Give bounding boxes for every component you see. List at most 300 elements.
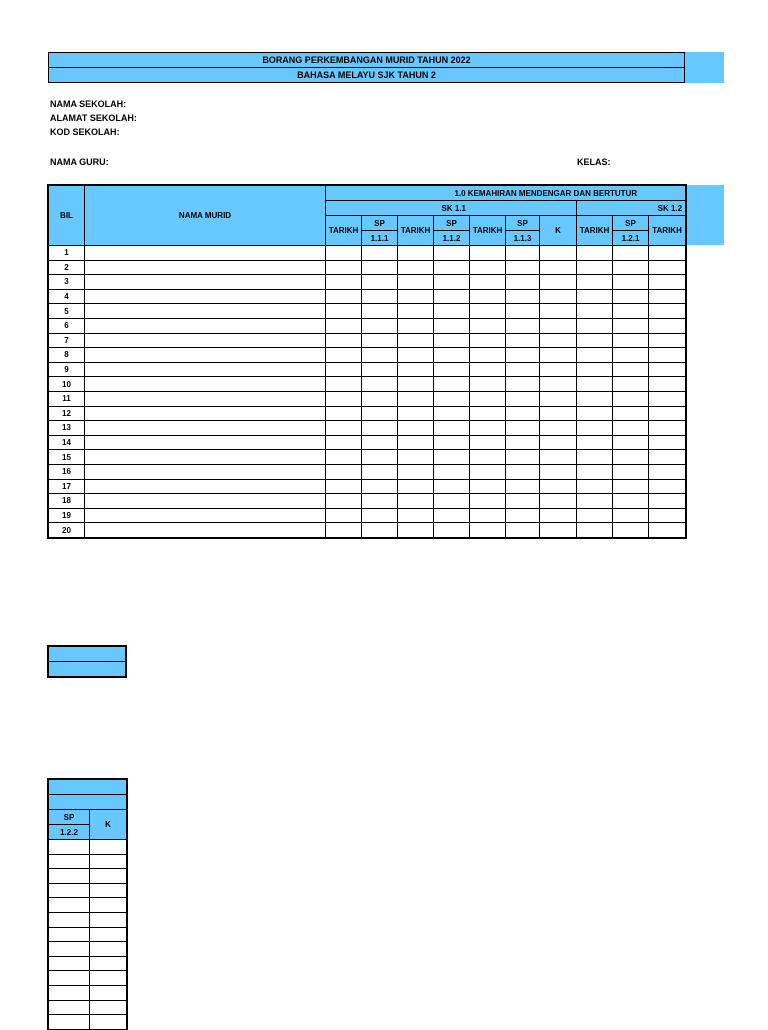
entry-cell[interactable]: [506, 348, 540, 363]
entry-cell[interactable]: [434, 421, 470, 436]
student-name-cell[interactable]: [85, 523, 326, 538]
entry-cell[interactable]: [90, 985, 127, 1000]
entry-cell[interactable]: [326, 435, 362, 450]
student-name-cell[interactable]: [85, 421, 326, 436]
entry-cell[interactable]: [362, 260, 398, 275]
entry-cell[interactable]: [90, 971, 127, 986]
entry-cell[interactable]: [49, 854, 90, 869]
col-sp-label: SP: [362, 216, 398, 231]
entry-cell[interactable]: [362, 421, 398, 436]
entry-cell[interactable]: [506, 508, 540, 523]
entry-cell[interactable]: [649, 318, 686, 333]
table-row: [49, 508, 686, 523]
table-row: [49, 971, 127, 986]
student-name-cell[interactable]: [85, 362, 326, 377]
entry-cell[interactable]: [90, 912, 127, 927]
entry-cell[interactable]: [577, 464, 613, 479]
entry-cell[interactable]: [613, 246, 649, 261]
entry-cell[interactable]: [362, 275, 398, 290]
table-row: [49, 1000, 127, 1015]
continuation-table: [48, 779, 127, 1030]
entry-cell[interactable]: [434, 348, 470, 363]
entry-cell[interactable]: [613, 435, 649, 450]
entry-cell[interactable]: [613, 508, 649, 523]
entry-cell[interactable]: [362, 304, 398, 319]
entry-cell[interactable]: [326, 421, 362, 436]
entry-cell[interactable]: [434, 508, 470, 523]
student-name-cell[interactable]: [85, 494, 326, 509]
entry-cell[interactable]: [506, 450, 540, 465]
entry-cell[interactable]: [398, 508, 434, 523]
blank-header-cell: [49, 662, 126, 677]
entry-cell[interactable]: [470, 246, 506, 261]
entry-cell[interactable]: [506, 289, 540, 304]
student-name-cell[interactable]: [85, 260, 326, 275]
header-overflow-fill: [685, 185, 724, 245]
student-name-cell[interactable]: [85, 304, 326, 319]
entry-cell[interactable]: [326, 523, 362, 538]
entry-cell[interactable]: [398, 275, 434, 290]
entry-cell[interactable]: [649, 435, 686, 450]
entry-cell[interactable]: [362, 333, 398, 348]
entry-cell[interactable]: [649, 523, 686, 538]
table-row: [49, 898, 127, 913]
table-row: [49, 260, 686, 275]
student-name-cell[interactable]: [85, 450, 326, 465]
entry-cell[interactable]: [649, 275, 686, 290]
entry-cell[interactable]: [577, 523, 613, 538]
entry-cell[interactable]: [362, 494, 398, 509]
entry-cell[interactable]: [398, 333, 434, 348]
row-number: 9: [49, 362, 85, 377]
col-sp-label: SP: [613, 216, 649, 231]
table-row: [49, 942, 127, 957]
student-name-cell[interactable]: [85, 275, 326, 290]
entry-cell[interactable]: [49, 912, 90, 927]
entry-cell[interactable]: [506, 464, 540, 479]
entry-cell[interactable]: [470, 479, 506, 494]
student-name-cell[interactable]: [85, 479, 326, 494]
entry-cell[interactable]: [506, 304, 540, 319]
table-row: [49, 956, 127, 971]
entry-cell[interactable]: [362, 523, 398, 538]
col-tarikh: TARIKH: [470, 216, 506, 246]
table-row: [49, 275, 686, 290]
entry-cell[interactable]: [649, 421, 686, 436]
entry-cell[interactable]: [506, 377, 540, 392]
student-name-cell[interactable]: [85, 464, 326, 479]
entry-cell[interactable]: [398, 464, 434, 479]
entry-cell[interactable]: [326, 406, 362, 421]
school-code-label: KOD SEKOLAH:: [50, 127, 120, 137]
student-name-cell[interactable]: [85, 377, 326, 392]
entry-cell[interactable]: [649, 289, 686, 304]
entry-cell[interactable]: [398, 318, 434, 333]
entry-cell[interactable]: [398, 377, 434, 392]
entry-cell[interactable]: [470, 304, 506, 319]
entry-cell[interactable]: [506, 406, 540, 421]
entry-cell[interactable]: [577, 377, 613, 392]
entry-cell[interactable]: [577, 304, 613, 319]
entry-cell[interactable]: [540, 275, 577, 290]
entry-cell[interactable]: [49, 956, 90, 971]
entry-cell[interactable]: [90, 854, 127, 869]
entry-cell[interactable]: [90, 840, 127, 855]
entry-cell[interactable]: [362, 391, 398, 406]
entry-cell[interactable]: [362, 508, 398, 523]
entry-cell[interactable]: [434, 275, 470, 290]
entry-cell[interactable]: [398, 406, 434, 421]
entry-cell[interactable]: [434, 333, 470, 348]
entry-cell[interactable]: [613, 523, 649, 538]
entry-cell[interactable]: [49, 1000, 90, 1015]
entry-cell[interactable]: [362, 435, 398, 450]
entry-cell[interactable]: [506, 479, 540, 494]
entry-cell[interactable]: [470, 494, 506, 509]
group-title: 1.0 KEMAHIRAN MENDENGAR DAN BERTUTUR: [326, 186, 686, 201]
entry-cell[interactable]: [577, 450, 613, 465]
table-row: [49, 421, 686, 436]
entry-cell[interactable]: [577, 421, 613, 436]
student-name-cell[interactable]: [85, 435, 326, 450]
entry-cell[interactable]: [90, 1000, 127, 1015]
entry-cell[interactable]: [470, 391, 506, 406]
entry-cell[interactable]: [326, 333, 362, 348]
entry-cell[interactable]: [398, 348, 434, 363]
entry-cell[interactable]: [577, 494, 613, 509]
entry-cell[interactable]: [326, 304, 362, 319]
entry-cell[interactable]: [577, 318, 613, 333]
form-subtitle: BAHASA MELAYU SJK TAHUN 2: [48, 67, 685, 83]
col-sp-label: SP: [506, 216, 540, 231]
student-name-cell[interactable]: [85, 318, 326, 333]
entry-cell[interactable]: [613, 362, 649, 377]
entry-cell[interactable]: [434, 435, 470, 450]
entry-cell[interactable]: [577, 289, 613, 304]
entry-cell[interactable]: [434, 523, 470, 538]
entry-cell[interactable]: [577, 479, 613, 494]
table-row: [49, 435, 686, 450]
entry-cell[interactable]: [362, 450, 398, 465]
entry-cell[interactable]: [613, 333, 649, 348]
blank-header-cell: [49, 647, 126, 662]
entry-cell[interactable]: [470, 523, 506, 538]
entry-cell[interactable]: [434, 304, 470, 319]
entry-cell[interactable]: [362, 318, 398, 333]
entry-cell[interactable]: [49, 927, 90, 942]
entry-cell[interactable]: [649, 377, 686, 392]
entry-cell[interactable]: [90, 883, 127, 898]
row-number: 6: [49, 318, 85, 333]
student-name-cell[interactable]: [85, 508, 326, 523]
col-sp-label: SP: [49, 810, 90, 825]
entry-cell[interactable]: [362, 246, 398, 261]
entry-cell[interactable]: [434, 479, 470, 494]
entry-cell[interactable]: [540, 450, 577, 465]
entry-cell[interactable]: [540, 377, 577, 392]
entry-cell[interactable]: [506, 246, 540, 261]
entry-cell[interactable]: [326, 260, 362, 275]
entry-cell[interactable]: [540, 494, 577, 509]
col-sp-label: SP: [434, 216, 470, 231]
entry-cell[interactable]: [613, 494, 649, 509]
row-number: 14: [49, 435, 85, 450]
entry-cell[interactable]: [49, 898, 90, 913]
entry-cell[interactable]: [613, 260, 649, 275]
entry-cell[interactable]: [362, 362, 398, 377]
entry-cell[interactable]: [326, 464, 362, 479]
entry-cell[interactable]: [540, 304, 577, 319]
entry-cell[interactable]: [613, 377, 649, 392]
entry-cell[interactable]: [434, 362, 470, 377]
entry-cell[interactable]: [613, 318, 649, 333]
entry-cell[interactable]: [506, 494, 540, 509]
entry-cell[interactable]: [649, 406, 686, 421]
entry-cell[interactable]: [470, 333, 506, 348]
entry-cell[interactable]: [470, 275, 506, 290]
table-row: [49, 1015, 127, 1030]
entry-cell[interactable]: [49, 883, 90, 898]
entry-cell[interactable]: [398, 494, 434, 509]
entry-cell[interactable]: [470, 450, 506, 465]
entry-cell[interactable]: [326, 318, 362, 333]
entry-cell[interactable]: [49, 869, 90, 884]
entry-cell[interactable]: [90, 869, 127, 884]
entry-cell[interactable]: [326, 289, 362, 304]
table-row: [49, 523, 686, 538]
entry-cell[interactable]: [577, 246, 613, 261]
entry-cell[interactable]: [326, 348, 362, 363]
student-name-cell[interactable]: [85, 348, 326, 363]
col-tarikh: TARIKH: [326, 216, 362, 246]
continuation-header-cell: [49, 795, 127, 810]
entry-cell[interactable]: [434, 289, 470, 304]
entry-cell[interactable]: [540, 391, 577, 406]
col-tarikh: TARIKH: [649, 216, 686, 246]
entry-cell[interactable]: [434, 377, 470, 392]
entry-cell[interactable]: [434, 450, 470, 465]
entry-cell[interactable]: [362, 289, 398, 304]
entry-cell[interactable]: [577, 333, 613, 348]
entry-cell[interactable]: [540, 289, 577, 304]
entry-cell[interactable]: [506, 333, 540, 348]
entry-cell[interactable]: [49, 985, 90, 1000]
entry-cell[interactable]: [649, 333, 686, 348]
table-row: [49, 912, 127, 927]
entry-cell[interactable]: [434, 494, 470, 509]
entry-cell[interactable]: [470, 260, 506, 275]
entry-cell[interactable]: [540, 523, 577, 538]
entry-cell[interactable]: [613, 289, 649, 304]
entry-cell[interactable]: [506, 435, 540, 450]
entry-cell[interactable]: [470, 464, 506, 479]
entry-cell[interactable]: [613, 421, 649, 436]
entry-cell[interactable]: [506, 523, 540, 538]
entry-cell[interactable]: [613, 348, 649, 363]
entry-cell[interactable]: [90, 927, 127, 942]
student-name-cell[interactable]: [85, 333, 326, 348]
student-name-cell[interactable]: [85, 246, 326, 261]
entry-cell[interactable]: [398, 421, 434, 436]
entry-cell[interactable]: [649, 494, 686, 509]
table-row: [49, 479, 686, 494]
col-tarikh: TARIKH: [577, 216, 613, 246]
entry-cell[interactable]: [613, 391, 649, 406]
entry-cell[interactable]: [362, 406, 398, 421]
entry-cell[interactable]: [362, 377, 398, 392]
entry-cell[interactable]: [540, 348, 577, 363]
entry-cell[interactable]: [434, 318, 470, 333]
entry-cell[interactable]: [540, 362, 577, 377]
row-number: 11: [49, 391, 85, 406]
entry-cell[interactable]: [613, 450, 649, 465]
entry-cell[interactable]: [577, 348, 613, 363]
entry-cell[interactable]: [398, 391, 434, 406]
entry-cell[interactable]: [649, 464, 686, 479]
row-number: 15: [49, 450, 85, 465]
entry-cell[interactable]: [649, 362, 686, 377]
row-number: 13: [49, 421, 85, 436]
entry-cell[interactable]: [613, 406, 649, 421]
entry-cell[interactable]: [398, 523, 434, 538]
entry-cell[interactable]: [398, 362, 434, 377]
entry-cell[interactable]: [326, 246, 362, 261]
col-sp-1-1-1: 1.1.1: [362, 231, 398, 246]
entry-cell[interactable]: [398, 450, 434, 465]
entry-cell[interactable]: [90, 956, 127, 971]
table-row: [49, 854, 127, 869]
entry-cell[interactable]: [577, 260, 613, 275]
entry-cell[interactable]: [540, 333, 577, 348]
entry-cell[interactable]: [49, 971, 90, 986]
entry-cell[interactable]: [540, 246, 577, 261]
col-sp-1-2-1: 1.2.1: [613, 231, 649, 246]
entry-cell[interactable]: [49, 942, 90, 957]
entry-cell[interactable]: [470, 508, 506, 523]
entry-cell[interactable]: [362, 348, 398, 363]
entry-cell[interactable]: [577, 391, 613, 406]
entry-cell[interactable]: [506, 260, 540, 275]
entry-cell[interactable]: [506, 275, 540, 290]
entry-cell[interactable]: [577, 435, 613, 450]
entry-cell[interactable]: [613, 304, 649, 319]
table-row: [49, 289, 686, 304]
entry-cell[interactable]: [649, 391, 686, 406]
entry-cell[interactable]: [470, 318, 506, 333]
entry-cell[interactable]: [649, 246, 686, 261]
entry-cell[interactable]: [649, 508, 686, 523]
student-name-cell[interactable]: [85, 289, 326, 304]
entry-cell[interactable]: [470, 377, 506, 392]
entry-cell[interactable]: [398, 435, 434, 450]
entry-cell[interactable]: [398, 479, 434, 494]
entry-cell[interactable]: [577, 362, 613, 377]
entry-cell[interactable]: [398, 289, 434, 304]
entry-cell[interactable]: [540, 435, 577, 450]
entry-cell[interactable]: [649, 479, 686, 494]
entry-cell[interactable]: [649, 260, 686, 275]
table-row: [49, 883, 127, 898]
student-name-cell[interactable]: [85, 391, 326, 406]
entry-cell[interactable]: [398, 260, 434, 275]
entry-cell[interactable]: [470, 362, 506, 377]
entry-cell[interactable]: [540, 421, 577, 436]
entry-cell[interactable]: [49, 1015, 90, 1030]
table-row: [49, 985, 127, 1000]
entry-cell[interactable]: [326, 479, 362, 494]
entry-cell[interactable]: [506, 391, 540, 406]
entry-cell[interactable]: [540, 318, 577, 333]
entry-cell[interactable]: [540, 464, 577, 479]
entry-cell[interactable]: [362, 464, 398, 479]
entry-cell[interactable]: [649, 450, 686, 465]
entry-cell[interactable]: [577, 406, 613, 421]
entry-cell[interactable]: [90, 1015, 127, 1030]
entry-cell[interactable]: [577, 275, 613, 290]
entry-cell[interactable]: [434, 464, 470, 479]
student-progress-table: [48, 185, 686, 538]
table-row: [49, 362, 686, 377]
entry-cell[interactable]: [613, 479, 649, 494]
entry-cell[interactable]: [90, 898, 127, 913]
entry-cell[interactable]: [434, 391, 470, 406]
entry-cell[interactable]: [398, 246, 434, 261]
entry-cell[interactable]: [540, 508, 577, 523]
entry-cell[interactable]: [434, 260, 470, 275]
entry-cell[interactable]: [540, 406, 577, 421]
entry-cell[interactable]: [434, 246, 470, 261]
entry-cell[interactable]: [506, 318, 540, 333]
entry-cell[interactable]: [326, 391, 362, 406]
entry-cell[interactable]: [470, 348, 506, 363]
entry-cell[interactable]: [326, 450, 362, 465]
entry-cell[interactable]: [506, 362, 540, 377]
entry-cell[interactable]: [649, 304, 686, 319]
entry-cell[interactable]: [613, 464, 649, 479]
entry-cell[interactable]: [398, 304, 434, 319]
entry-cell[interactable]: [470, 421, 506, 436]
entry-cell[interactable]: [362, 479, 398, 494]
entry-cell[interactable]: [326, 494, 362, 509]
entry-cell[interactable]: [470, 289, 506, 304]
entry-cell[interactable]: [470, 406, 506, 421]
entry-cell[interactable]: [540, 479, 577, 494]
row-number: 20: [49, 523, 85, 538]
entry-cell[interactable]: [506, 421, 540, 436]
entry-cell[interactable]: [326, 362, 362, 377]
entry-cell[interactable]: [326, 508, 362, 523]
entry-cell[interactable]: [613, 275, 649, 290]
table-row: [49, 406, 686, 421]
entry-cell[interactable]: [649, 348, 686, 363]
table-row: [49, 318, 686, 333]
form-title: BORANG PERKEMBANGAN MURID TAHUN 2022: [48, 52, 685, 68]
blank-header-box: [48, 646, 126, 677]
entry-cell[interactable]: [577, 508, 613, 523]
col-sp-1-1-3: 1.1.3: [506, 231, 540, 246]
entry-cell[interactable]: [470, 435, 506, 450]
entry-cell[interactable]: [326, 275, 362, 290]
entry-cell[interactable]: [540, 260, 577, 275]
entry-cell[interactable]: [326, 377, 362, 392]
row-number: 3: [49, 275, 85, 290]
entry-cell[interactable]: [49, 840, 90, 855]
entry-cell[interactable]: [90, 942, 127, 957]
table-row: [49, 377, 686, 392]
student-name-cell[interactable]: [85, 406, 326, 421]
row-number: 16: [49, 464, 85, 479]
entry-cell[interactable]: [434, 406, 470, 421]
